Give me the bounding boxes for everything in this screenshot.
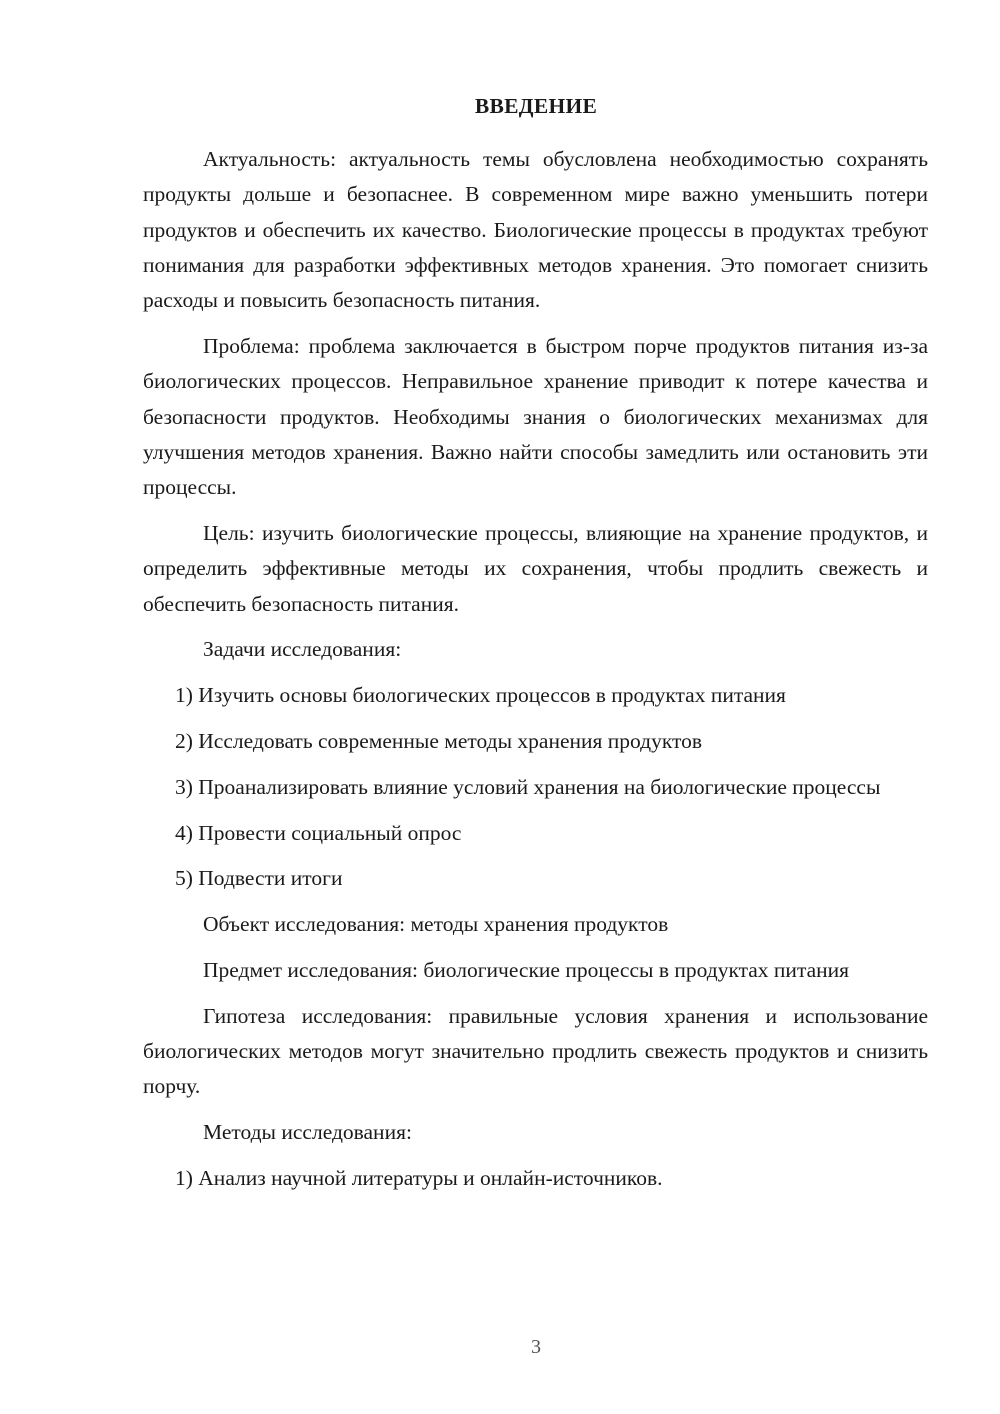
relevance-paragraph: Актуальность: актуальность темы обусловлена необходимостью сохранять продукты дольше и безопаснее. В современном мире важно уменьшить потери продуктов и обеспечить их качество. Биологические процессы в продуктах требуют понимания для разработки эффективных методов хранения. Это помогает снизить расходы и повысить безопасность питания. [143, 147, 928, 313]
problem-paragraph: Проблема: проблема заключается в быстром порче продуктов питания из-за биологических процессов. Неправильное хранение приводит к потере качества и безопасности продуктов. Необходимы знания о биологических механизмах для улучшения методов хранения. Важно найти способы замедлить или остановить эти процессы. [143, 333, 928, 500]
object-paragraph: Объект исследования: методы хранения продуктов [203, 912, 669, 937]
task-item: 2) Исследовать современные методы хранения продуктов [175, 728, 703, 753]
section-heading: ВВЕДЕНИЕ [474, 94, 598, 118]
methods-heading: Методы исследования: [203, 1120, 412, 1145]
task-item: 3) Проанализировать влияние условий хранения на биологические процессы [175, 774, 881, 799]
task-item: 5) Подвести итоги [175, 866, 343, 891]
page-number: 3 [531, 1336, 541, 1358]
goal-paragraph: Цель: изучить биологические процессы, влияющие на хранение продуктов, и определить эффективные методы их сохранения, чтобы продлить свежесть и обеспечить безопасность питания. [143, 520, 928, 616]
method-item: 1) Анализ научной литературы и онлайн-источников. [175, 1165, 663, 1190]
task-item: 1) Изучить основы биологических процессов в продуктах питания [175, 683, 786, 708]
task-item: 4) Провести социальный опрос [175, 820, 462, 845]
subject-paragraph: Предмет исследования: биологические процессы в продуктах питания [203, 957, 850, 982]
tasks-heading: Задачи исследования: [203, 637, 402, 662]
hypothesis-paragraph: Гипотеза исследования: правильные условия хранения и использование биологических методов могут значительно продлить свежесть продуктов и снизить порчу. [143, 1003, 928, 1099]
page-body [143, 142, 928, 1207]
